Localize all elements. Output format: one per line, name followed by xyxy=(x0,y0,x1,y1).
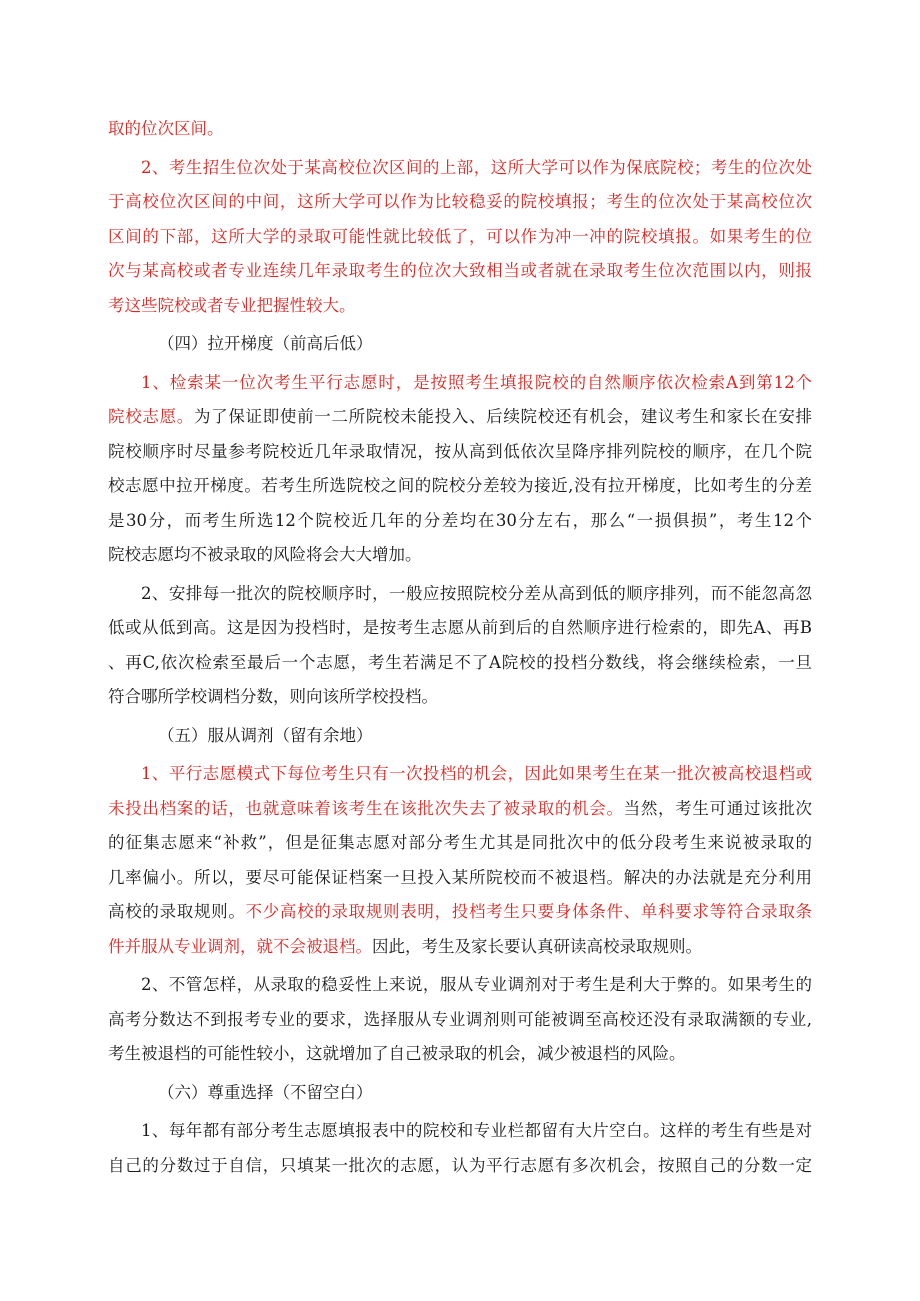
paragraph-gradient-1 xyxy=(108,366,812,573)
section-heading-6: （六）尊重选择（不留空白） xyxy=(158,1082,373,1102)
section-heading-4: （四）拉开梯度（前高后低） xyxy=(158,334,373,353)
section-heading-5: （五）服从调剂（留有余地） xyxy=(158,725,373,745)
paragraph-line: 自己的分数过于自信，只填某一批次的志愿，认为平行志愿有多次机会，按照自己的分数一定 xyxy=(108,1155,812,1175)
paragraph-line: 院校顺序时尽量参考院校近几年录取情况，按从高到低依次呈降序排列院校的顺序，在几个院 xyxy=(108,441,812,461)
paragraph-line: 取的位次区间。 xyxy=(108,119,224,138)
body-text: 为了保证即使前一二所院校未能投入、后续院校还有机会，建议考生和家长在安排 xyxy=(193,407,812,426)
paragraph-line: 考生被退档的可能性较小，这就增加了自己被录取的机会，减少被退档的风险。 xyxy=(108,1044,686,1063)
paragraph-line xyxy=(108,895,812,930)
paragraph-line xyxy=(108,930,812,965)
paragraph-line: 1、检索某一位次考生平行志愿时，是按照考生填报院校的自然顺序依次检索A到第12个 xyxy=(141,372,812,392)
paragraph-placement-range xyxy=(108,151,812,324)
paragraph-adjustment-2 xyxy=(108,968,812,1072)
paragraph-line: 符合哪所学校调档分数，则向该所学校投档。 xyxy=(108,687,438,706)
paragraph-line: 考这些院校或者专业把握性较大。 xyxy=(108,295,356,315)
paragraph-choice-1 xyxy=(108,1114,812,1183)
paragraph-line: 低或从低到高。这是因为投档时，是按考生志愿从前到后的自然顺序进行检索的，即先A、再B xyxy=(108,618,812,637)
paragraph-line: 于高校位次区间的中间，这所大学可以作为比较稳妥的院校填报；考生的位次处于某高校位次 xyxy=(108,192,812,211)
paragraph-line: 、再C,依次检索至最后一个志愿，考生若满足不了A院校的投档分数线，将会继续检索，一旦 xyxy=(108,652,812,672)
paragraph-line: 高考分数达不到报考专业的要求，选择服从专业调剂则可能被调至高校还没有录取满额的专业, xyxy=(108,1009,812,1029)
paragraph-line: 校志愿中拉开梯度。若考生所选院校之间的院校分差较为接近,没有拉开梯度，比如考生的分差 xyxy=(108,476,812,495)
paragraph-line: 2、考生招生位次处于某高校位次区间的上部，这所大学可以作为保底院校；考生的位次处 xyxy=(141,157,812,177)
paragraph-line: 区间的下部，这所大学的录取可能性就比较低了，可以作为冲一冲的院校填报。如果考生的位 xyxy=(108,226,812,246)
highlight-text: 院校志愿。 xyxy=(108,407,194,426)
paragraph-line: 的征集志愿来“补救”，但是征集志愿对部分考生尤其是同批次中的低分段考生来说被录取的 xyxy=(108,833,812,852)
body-text: 高校的录取规则。 xyxy=(108,902,246,921)
paragraph-line: 是30分，而考生所选12个院校近几年的分差均在30分左右，那么“一损俱损”，考生12个 xyxy=(108,510,812,530)
body-text: 当然，考生可通过该批次 xyxy=(623,798,812,818)
paragraph-line: 1、每年都有部分考生志愿填报表中的院校和专业栏都留有大片空白。这样的考生有些是对 xyxy=(141,1121,812,1140)
paragraph-line: 1、平行志愿模式下每位考生只有一次投档的机会，因此如果考生在某一批次被高校退档或 xyxy=(141,764,812,783)
highlight-text: 不少高校的录取规则表明，投档考生只要身体条件、单科要求等符合录取条 xyxy=(245,902,812,921)
paragraph-line: 院校志愿均不被录取的风险将会大大增加。 xyxy=(108,545,422,564)
paragraph-line: 2、安排每一批次的院校顺序时，一般应按照院校分差从高到低的顺序排列，而不能忽高忽 xyxy=(141,583,812,603)
paragraph-line xyxy=(108,792,812,827)
paragraph-line: 几率偏小。所以，要尽可能保证档案一旦投入某所院校而不被退档。解决的办法就是充分利用 xyxy=(108,867,812,887)
highlight-text: 未投出档案的话，也就意味着该考生在该批次失去了被录取的机会。 xyxy=(108,798,624,818)
paragraph-gradient-2 xyxy=(108,577,812,715)
paragraph-line: 次与某高校或者专业连续几年录取考生的位次大致相当或者就在录取考生位次范围以内，则报 xyxy=(108,261,812,280)
paragraph-line xyxy=(108,400,812,435)
paragraph-adjustment-1 xyxy=(108,757,812,964)
paragraph-line: 2、不管怎样，从录取的稳妥性上来说，服从专业调剂对于考生是利大于弊的。如果考生的 xyxy=(141,975,812,994)
body-text: 因此，考生及家长要认真研读高校录取规则。 xyxy=(372,936,702,956)
document-page xyxy=(108,112,812,1183)
highlight-text: 件并服从专业调剂，就不会被退档。 xyxy=(108,936,372,956)
